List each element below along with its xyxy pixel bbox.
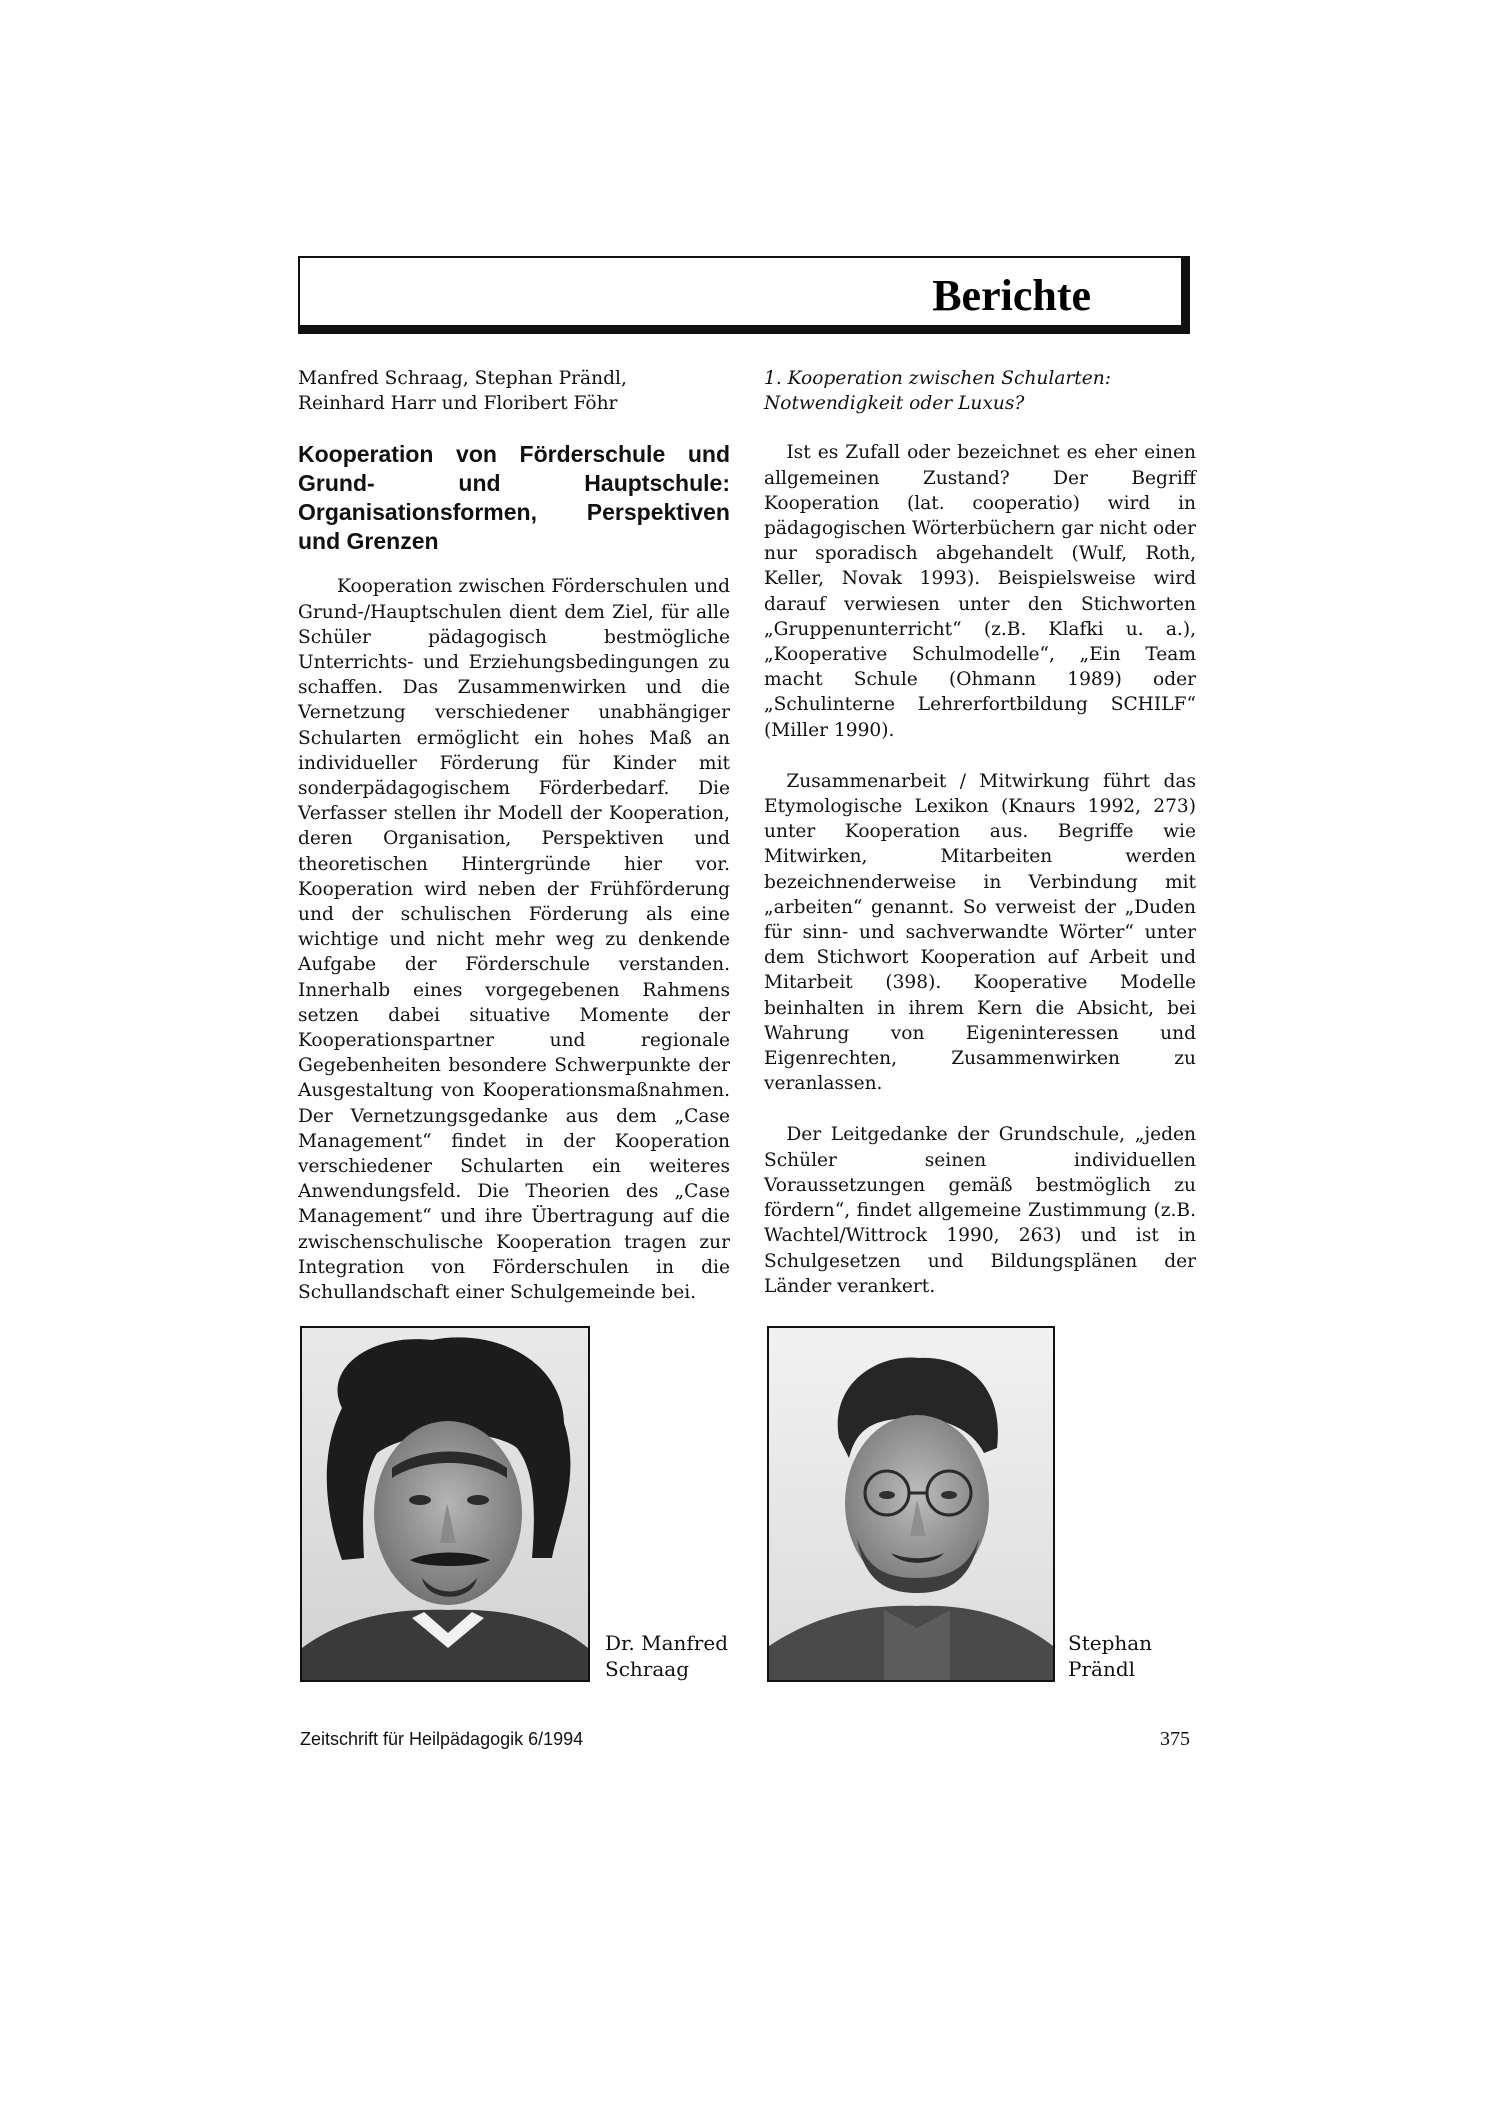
caption-line-1: Dr. Manfred	[605, 1631, 728, 1655]
article-authors	[298, 366, 730, 416]
page-number: 375	[1160, 1728, 1190, 1750]
body-paragraph-1: Ist es Zufall oder bezeichnet es eher einen allgemeinen Zustand? Der Begriff Kooperation (lat. cooperatio) wird in pädagogischen Wörterbüchern gar nicht oder nur sporadisch abgehandelt (Wulf, Roth, Keller, Novak 1993). Beispielsweise wird darauf verwiesen unter den Stichworten „Gruppenunterricht“ (z.B. Klafki u. a.), „Kooperative Schulmodelle“, „Ein Team macht Schule (Ohmann 1989) oder „Schulinterne Lehrerfortbildung SCHILF“ (Miller 1990).	[764, 442, 1196, 741]
section-title: Berichte	[932, 271, 1091, 320]
authors-line-1: Manfred Schraag, Stephan Prändl,	[298, 368, 627, 389]
photo-caption-schraag	[605, 1630, 728, 1682]
left-column	[298, 366, 730, 1305]
article-title: Kooperation von Förderschule und Grund- und Hauptschule: Organisationsformen, Perspektiven und Grenzen	[298, 441, 730, 555]
portrait-illustration	[302, 1328, 588, 1680]
author-photo-praendl	[767, 1326, 1055, 1682]
body-paragraph-2: Zusammenarbeit / Mitwirkung führt das Etymologische Lexikon (Knaurs 1992, 273) unter Kooperation aus. Begriffe wie Mitwirken, Mitarbeiten werden bezeichnenderweise in Verbindung mit „arbeiten“ genannt. So verweist der „Duden für sinn- und sachverwandte Wörter“ unter dem Stichwort Kooperation auf Arbeit und Mitarbeit (398). Kooperative Modelle beinhalten in ihrem Kern die Absicht, bei Wahrung von Eigeninteressen und Eigenrechten, Zusammenwirken zu veranlassen.	[764, 770, 1196, 1095]
journal-citation: Zeitschrift für Heilpädagogik 6/1994	[300, 1729, 584, 1749]
section-heading: 1. Kooperation zwischen Schularten: Notwendigkeit oder Luxus?	[764, 368, 1112, 415]
caption-line-2: Schraag	[605, 1657, 689, 1681]
right-column	[764, 366, 1196, 1325]
caption-line-2: Prändl	[1068, 1657, 1136, 1681]
portrait-illustration	[769, 1328, 1053, 1680]
section-banner	[298, 256, 1190, 334]
article-abstract: Kooperation zwischen Förderschulen und Grund-/Hauptschulen dient dem Ziel, für alle Schüler pädagogisch bestmögliche Unterrichts- und Erziehungsbedingungen zu schaffen. Das Zusammenwirken und die Vernetzung verschiedener unabhängiger Schularten ermöglicht ein hohes Maß an individueller Förderung für Kinder mit sonderpädagogischem Förderbedarf. Die Verfasser stellen ihr Modell der Kooperation, deren Organisation, Perspektiven und theoretischen Hintergründe hier vor. Kooperation wird neben der Frühförderung und der schulischen Förderung als eine wichtige und nicht mehr weg zu denkende Aufgabe der Förderschule verstanden. Innerhalb eines vorgegebenen Rahmens setzen dabei situative Momente der Kooperationspartner und regionale Gegebenheiten besondere Schwerpunkte der Ausgestaltung von Kooperationsmaßnahmen. Der Vernetzungsgedanke aus dem „Case Management“ findet in der Kooperation verschiedener Schularten ein weiteres Anwendungsfeld. Die Theorien des „Case Management“ und ihre Übertragung auf die zwischenschulische Kooperation tragen zur Integration von Förderschulen in die Schullandschaft einer Schulgemeinde bei.	[298, 576, 730, 1304]
authors-line-2: Reinhard Harr und Floribert Föhr	[298, 393, 618, 415]
author-photo-schraag	[300, 1326, 590, 1682]
photo-caption-praendl	[1068, 1630, 1152, 1682]
caption-line-1: Stephan	[1068, 1631, 1153, 1655]
body-paragraph-3: Der Leitgedanke der Grundschule, „jeden Schüler seinen individuellen Voraussetzungen gemäß bestmöglich zu fördern“, findet allgemeine Zustimmung (z.B. Wachtel/Wittrock 1990, 263) und ist in Schulgesetzen und Bildungsplänen der Länder verankert.	[764, 1124, 1196, 1297]
